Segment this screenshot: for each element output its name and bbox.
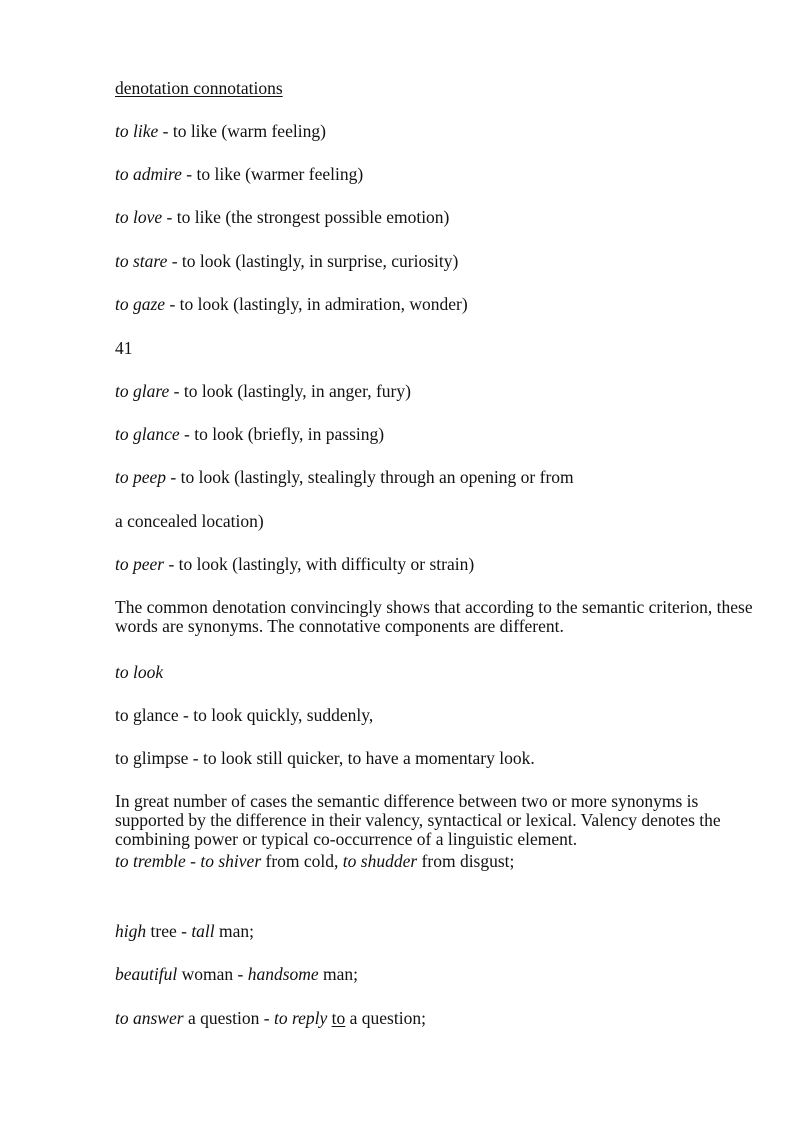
synonym-line-stare <box>115 251 755 271</box>
definition: - to look (lastingly, stealingly through an opening or from <box>166 467 574 487</box>
synonym-line-gaze <box>115 294 755 314</box>
text: man; <box>318 964 359 984</box>
definition: - to look (briefly, in passing) <box>179 424 385 444</box>
text: a question - <box>183 1008 274 1028</box>
text: woman - <box>177 964 248 984</box>
word: to answer <box>115 1008 184 1028</box>
definition: - to like (warm feeling) <box>158 121 326 141</box>
definition: - to like (the strongest possible emotion) <box>162 207 450 227</box>
definition: - to look (lastingly, in anger, fury) <box>169 381 411 401</box>
term: to stare <box>115 251 168 271</box>
paragraph-valency: In great number of cases the semantic difference between two or more synonyms is supported by the difference in their valency, syntactical or lexical. Valency denotes the combining power or typical co-occurrence of a linguistic element. <box>115 791 721 849</box>
word: handsome <box>247 964 319 984</box>
text: tree - <box>146 921 192 941</box>
word: high <box>115 921 147 941</box>
text: from disgust; <box>417 851 515 871</box>
example-tremble <box>115 851 755 871</box>
term: to admire <box>115 164 182 184</box>
text: man; <box>214 921 255 941</box>
synonym-line-admire <box>115 164 755 184</box>
synonym-line-love <box>115 207 755 227</box>
synonym-line-like <box>115 121 755 141</box>
synonym-line-peep <box>115 467 755 487</box>
glimpse-line: to glimpse - to look still quicker, to have a momentary look. <box>115 748 535 768</box>
peep-continuation: a concealed location) <box>115 511 264 531</box>
example-high <box>115 921 755 941</box>
term: to love <box>115 207 163 227</box>
example-beautiful <box>115 964 755 984</box>
synonym-line-peer <box>115 554 755 574</box>
definition: - to look (lastingly, in surprise, curiosity) <box>167 251 459 271</box>
to-look-label: to look <box>115 662 164 682</box>
term: to glance <box>115 424 180 444</box>
text: from cold, <box>261 851 343 871</box>
text: a question; <box>345 1008 426 1028</box>
term: to glare <box>115 381 170 401</box>
word: to shiver <box>200 851 262 871</box>
paragraph-denotation: The common denotation convincingly shows that according to the semantic criterion, these words are synonyms. The connotative components are different. <box>115 597 753 636</box>
synonym-line-glare <box>115 381 755 401</box>
synonym-line-glance <box>115 424 755 444</box>
word: to tremble <box>115 851 186 871</box>
glance-line: to glance - to look quickly, suddenly, <box>115 705 374 725</box>
definition: - to look (lastingly, in admiration, wonder) <box>165 294 468 314</box>
definition: - to like (warmer feeling) <box>181 164 364 184</box>
heading: denotation connotations <box>115 78 283 98</box>
definition: - to look (lastingly, with difficulty or strain) <box>164 554 475 574</box>
word: to shudder <box>342 851 418 871</box>
word: to reply <box>273 1008 328 1028</box>
example-answer <box>115 1008 755 1028</box>
page-number: 41 <box>115 338 133 358</box>
text: - <box>185 851 201 871</box>
term: to peer <box>115 554 165 574</box>
word: tall <box>191 921 215 941</box>
underlined-preposition: to <box>331 1008 346 1028</box>
term: to like <box>115 121 159 141</box>
word: beautiful <box>115 964 178 984</box>
term: to peep <box>115 467 167 487</box>
term: to gaze <box>115 294 166 314</box>
